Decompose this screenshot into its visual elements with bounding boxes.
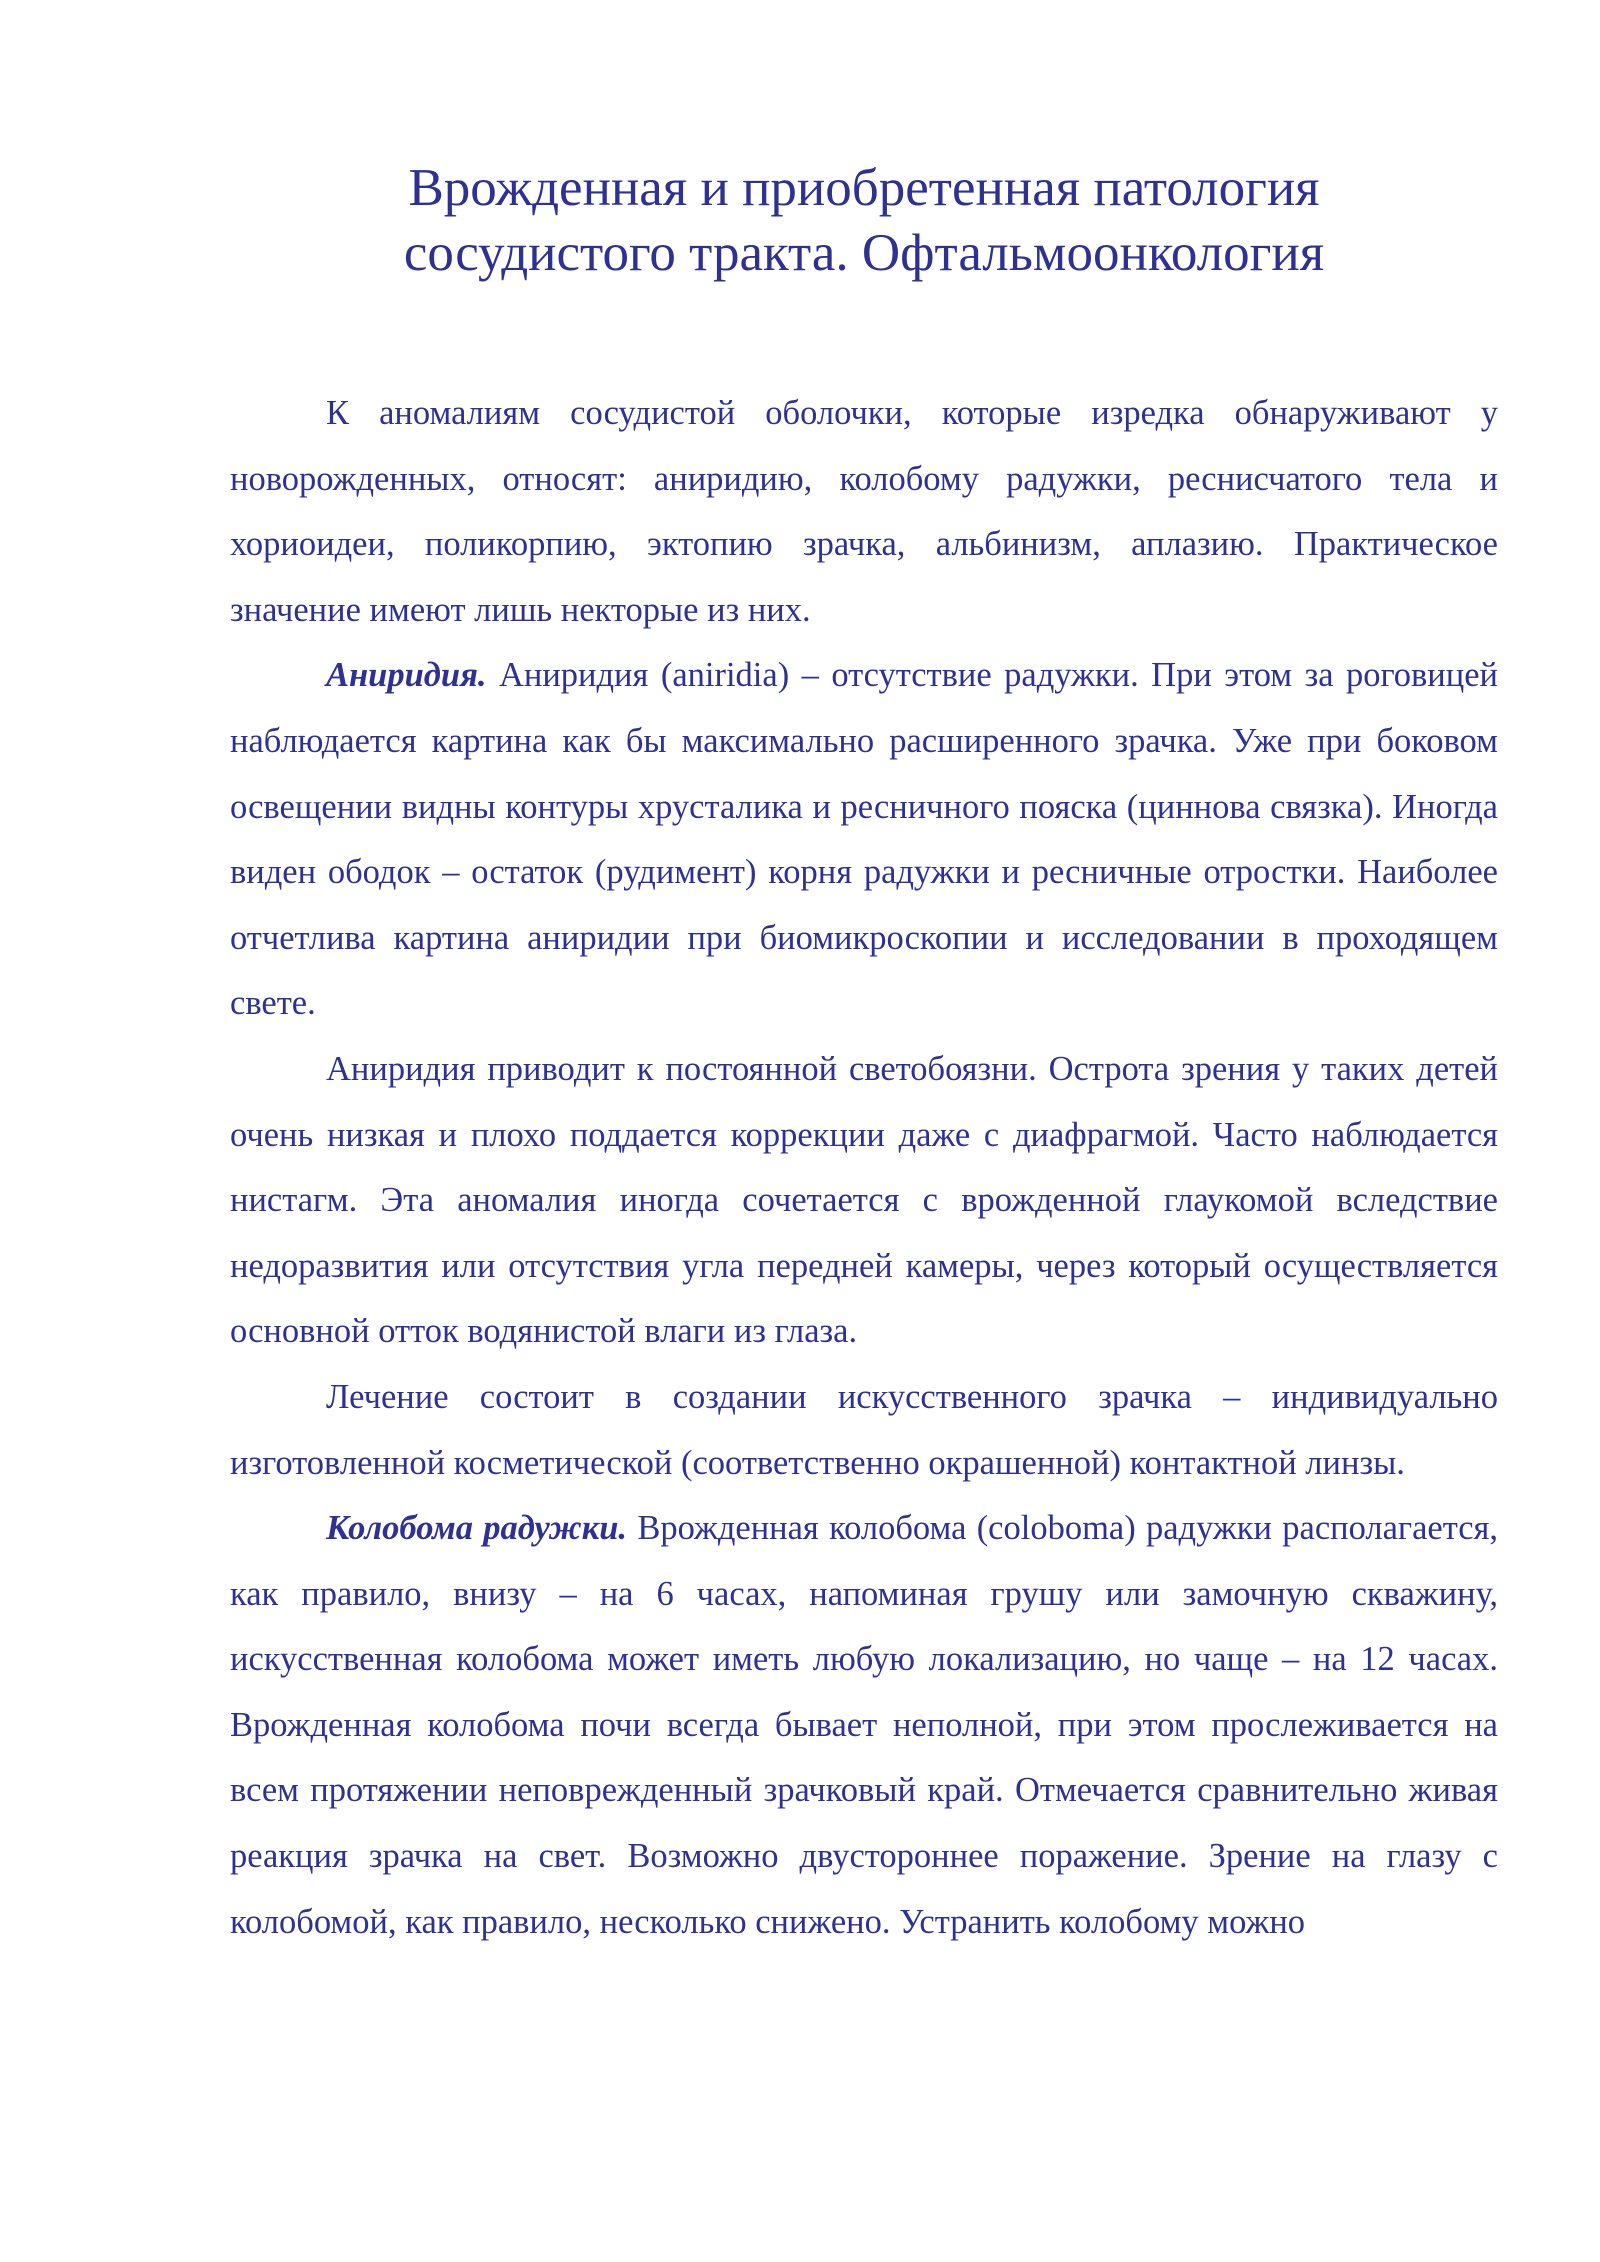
paragraph-text: Врожденная колобома (coloboma) радужки располагается, как правило, внизу – на 6 часах, напоминая грушу или замочную скважину, искусственная колобома может иметь любую локализацию, но чаще – на 12 часах. Врожденная колобома почи всегда бывает неполной, при этом прослеживается на всем протяжении неповрежденный зрачковый край. Отмечается сравнительно живая реакция зрачка на свет. Возможно двустороннее поражение. Зрение на глазу с колобомой, как правило, несколько снижено. Устранить колобому можно	[230, 1509, 1498, 1941]
document-body	[230, 381, 1498, 1955]
paragraph-coloboma	[230, 1496, 1498, 1955]
paragraph-term: Аниридия.	[326, 656, 487, 695]
paragraph-text: К аномалиям сосудистой оболочки, которые изредка обнаруживают у новорожденных, относят: аниридию, колобому радужки, реснисчатого тела и хориоидеи, поликорпию, эктопию зрачка, альбинизм, аплазию. Практическое значение имеют лишь некторые из них.	[230, 394, 1498, 629]
page-title	[230, 156, 1498, 286]
page-title-line-1: Врожденная и приобретенная патология	[408, 159, 1320, 217]
paragraph-intro	[230, 381, 1498, 643]
paragraph-text: Аниридия (aniridia) – отсутствие радужки. При этом за роговицей наблюдается картина как бы максимально расширенного зрачка. Уже при боковом освещении видны контуры хрусталика и ресничного пояска (циннова связка). Иногда виден ободок – остаток (рудимент) корня радужки и ресничные отростки. Наиболее отчетлива картина аниридии при биомикроскопии и исследовании в проходящем свете.	[230, 656, 1498, 1023]
paragraph-text: Лечение состоит в создании искусственного зрачка – индивидуально изготовленной косметической (соответственно окрашенной) контактной линзы.	[230, 1377, 1498, 1482]
paragraph-treatment	[230, 1365, 1498, 1496]
paragraph-term: Колобома радужки.	[326, 1509, 628, 1548]
paragraph-aniridia-consequences	[230, 1037, 1498, 1365]
paragraph-aniridia	[230, 643, 1498, 1037]
paragraph-text: Аниридия приводит к постоянной светобоязни. Острота зрения у таких детей очень низкая и плохо поддается коррекции даже с диафрагмой. Часто наблюдается нистагм. Эта аномалия иногда сочетается с врожденной глаукомой вследствие недоразвития или отсутствия угла передней камеры, через который осуществляется основной отток водянистой влаги из глаза.	[230, 1049, 1498, 1351]
page-title-line-2: сосудистого тракта. Офтальмоонкология	[403, 224, 1325, 282]
